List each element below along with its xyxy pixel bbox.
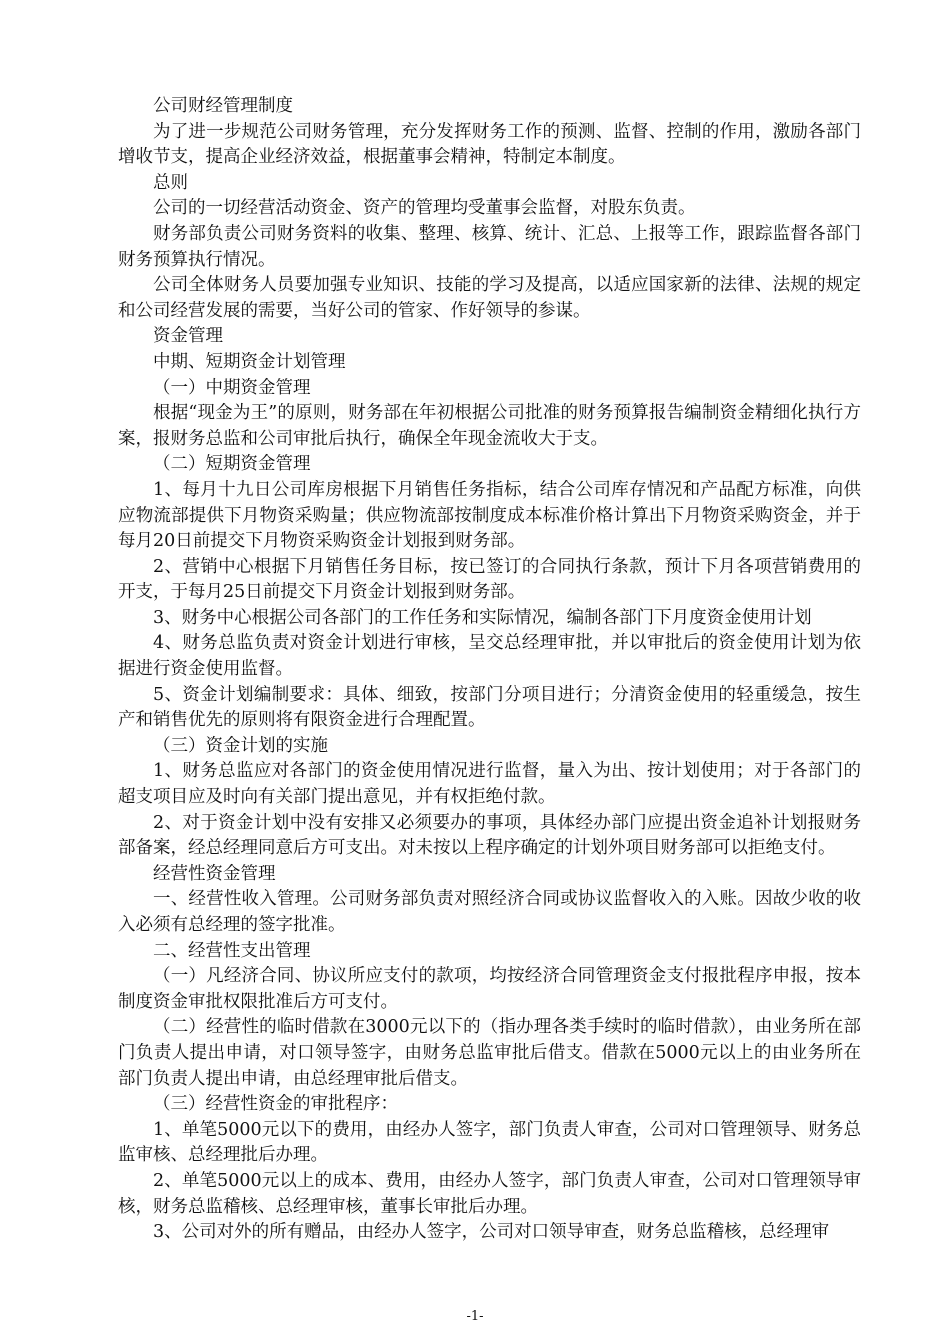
section-heading: 资金管理 — [153, 326, 223, 347]
paragraph: 公司的一切经营活动资金、资产的管理均受董事会监督，对股东负责。 — [153, 198, 696, 219]
paragraph: 5、资金计划编制要求：具体、细致，按部门分项目进行；分清资金使用的轻重缓急，按生产和销售优先的原则将有限资金进行合理配置。 — [118, 684, 861, 731]
subsection-heading: 中期、短期资金计划管理 — [153, 351, 346, 372]
paragraph: 1、单笔5000元以下的费用，由经办人签字，部门负责人审查，公司对口管理领导、财务总监审核、总经理批后办理。 — [118, 1119, 861, 1166]
paragraph: 2、营销中心根据下月销售任务目标，按已签订的合同执行条款，预计下月各项营销费用的开支，于每月25日前提交下月资金计划报到财务部。 — [118, 556, 861, 603]
subsection-heading: （二）短期资金管理 — [153, 454, 311, 475]
paragraph: 为了进一步规范公司财务管理，充分发挥财务工作的预测、监督、控制的作用，激励各部门增收节支，提高企业经济效益，根据董事会精神，特制定本制度。 — [118, 121, 861, 168]
document-body — [118, 94, 861, 1246]
paragraph: （二）经营性的临时借款在3000元以下的（指办理各类手续时的临时借款），由业务所在部门负责人提出申请，对口领导签字，由财务总监审批后借支。借款在5000元以上的由业务所在部门负责人提出申请，由总经理审批后借支。 — [118, 1017, 861, 1089]
paragraph: 一、经营性收入管理。公司财务部负责对照经济合同或协议监督收入的入账。因故少收的收入必须有总经理的签字批准。 — [118, 889, 861, 935]
paragraph: 2、单笔5000元以上的成本、费用，由经办人签字，部门负责人审查，公司对口管理领导审核，财务总监稽核、总经理审核，董事长审批后办理。 — [118, 1170, 861, 1217]
paragraph: 公司全体财务人员要加强专业知识、技能的学习及提高，以适应国家新的法律、法规的规定和公司经营发展的需要，当好公司的管家、作好领导的参谋。 — [118, 275, 861, 321]
paragraph: 3、公司对外的所有赠品，由经办人签字，公司对口领导审查，财务总监稽核，总经理审 — [153, 1222, 830, 1243]
paragraph: 财务部负责公司财务资料的收集、整理、核算、统计、汇总、上报等工作，跟踪监督各部门财务预算执行情况。 — [118, 223, 861, 270]
subsection-heading: （三）经营性资金的审批程序： — [153, 1094, 398, 1115]
subsection-heading: （三）资金计划的实施 — [153, 735, 328, 756]
paragraph: 根据“现金为王”的原则，财务部在年初根据公司批准的财务预算报告编制资金精细化执行方案，报财务总监和公司审批后执行，确保全年现金流收大于支。 — [118, 403, 861, 449]
paragraph: 2、对于资金计划中没有安排又必须要办的事项，具体经办部门应提出资金追补计划报财务部备案，经总经理同意后方可支出。对未按以上程序确定的计划外项目财务部可以拒绝支付。 — [118, 812, 861, 859]
paragraph: 3、财务中心根据公司各部门的工作任务和实际情况，编制各部门下月度资金使用计划 — [153, 607, 812, 628]
paragraph: 1、财务总监应对各部门的资金使用情况进行监督，量入为出、按计划使用；对于各部门的超支项目应及时向有关部门提出意见，并有权拒绝付款。 — [118, 761, 861, 808]
paragraph: （一）凡经济合同、协议所应支付的款项，均按经济合同管理资金支付报批程序申报，按本制度资金审批权限批准后方可支付。 — [118, 966, 861, 1012]
document-title: 公司财经管理制度 — [153, 96, 293, 116]
paragraph: 1、每月十九日公司库房根据下月销售任务指标，结合公司库存情况和产品配方标准，向供应物流部提供下月物资采购量；供应物流部按制度成本标准价格计算出下月物资采购资金，并于每月20日前提交下月物资采购资金计划报到财务部。 — [118, 479, 861, 552]
page-number: -1- — [466, 1309, 484, 1324]
subsection-heading: 二、经营性支出管理 — [153, 940, 311, 961]
subsection-heading: （一）中期资金管理 — [153, 377, 311, 398]
section-heading: 经营性资金管理 — [153, 863, 276, 884]
paragraph: 4、财务总监负责对资金计划进行审核，呈交总经理审批，并以审批后的资金使用计划为依据进行资金使用监督。 — [118, 633, 861, 680]
section-heading: 总则 — [153, 172, 188, 193]
